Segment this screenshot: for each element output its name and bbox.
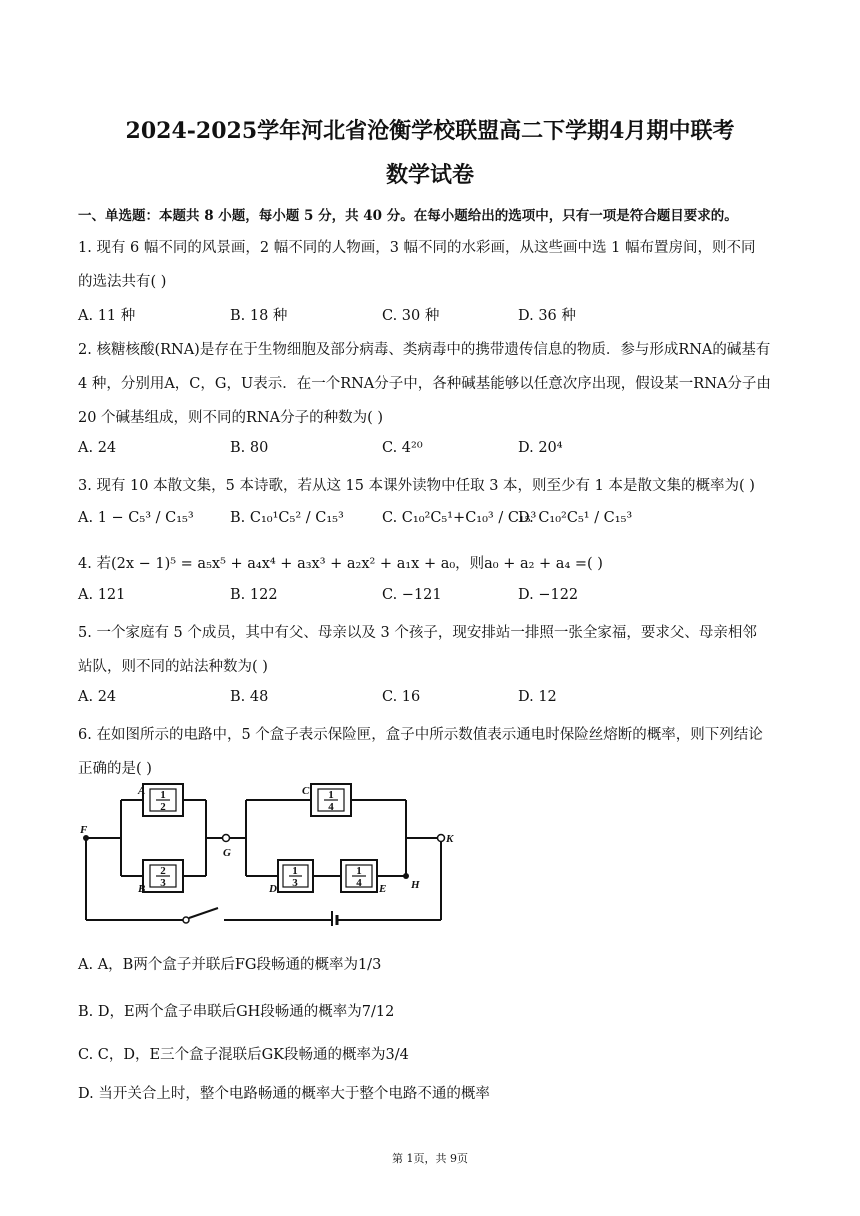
label-d: D xyxy=(269,883,277,895)
q5-line1: 5. 一个家庭有 5 个成员，其中有父、母亲以及 3 个孩子，现安排站一排照一张全家福，要求父、母亲相邻 xyxy=(78,625,757,641)
q2-line3: 20 个碱基组成，则不同的RNA分子的种数为( ) xyxy=(78,410,384,426)
box-d-numerator: 1 xyxy=(292,865,298,877)
label-k: K xyxy=(446,833,454,845)
q2-option-d: D. 20⁴ xyxy=(518,440,563,456)
q1-option-d: D. 36 种 xyxy=(518,308,576,324)
q4-option-d: D. −122 xyxy=(518,587,579,603)
label-g: G xyxy=(223,847,231,859)
q1-option-a: A. 11 种 xyxy=(78,308,136,324)
q6-option-a: A. A，B两个盒子并联后FG段畅通的概率为1/3 xyxy=(78,957,382,973)
label-f: F xyxy=(80,824,88,836)
q3-option-b: B. C₁₀¹C₅² / C₁₅³ xyxy=(230,510,344,526)
q3-option-d: D. C₁₀²C₅¹ / C₁₅³ xyxy=(518,510,633,526)
label-h: H xyxy=(411,879,420,891)
q2-line1: 2. 核糖核酸(RNA)是存在于生物细胞及部分病毒、类病毒中的携带遗传信息的物质．参与形成RNA的碱基有 xyxy=(78,342,771,358)
q3-line1: 3. 现有 10 本散文集，5 本诗歌，若从这 15 本课外读物中任取 3 本，则至少有 1 本是散文集的概率为( ) xyxy=(78,478,755,494)
exam-title: 2024-2025学年河北省沧衡学校联盟高二下学期4月期中联考 xyxy=(125,118,735,144)
q1-line2: 的选法共有( ) xyxy=(78,274,167,290)
box-c-denominator: 4 xyxy=(328,801,334,813)
q5-option-d: D. 12 xyxy=(518,689,557,705)
q5-option-a: A. 24 xyxy=(78,689,117,705)
box-e-denominator: 4 xyxy=(356,877,362,889)
box-b-denominator: 3 xyxy=(160,877,166,889)
label-b: B xyxy=(138,883,146,895)
q4-line1: 4. 若(2x − 1)⁵ = a₅x⁵ + a₄x⁴ + a₃x³ + a₂x² + a₁x + a₀，则a₀ + a₂ + a₄ =( ) xyxy=(78,556,603,572)
q3-option-c: C. C₁₀²C₅¹+C₁₀³ / C₁₅³ xyxy=(382,510,537,526)
q6-option-d: D. 当开关合上时，整个电路畅通的概率大于整个电路不通的概率 xyxy=(78,1086,490,1102)
box-d-denominator: 3 xyxy=(292,877,298,889)
label-a: A xyxy=(138,785,146,797)
q5-option-b: B. 48 xyxy=(230,689,269,705)
q6-option-b: B. D，E两个盒子串联后GH段畅通的概率为7/12 xyxy=(78,1004,395,1020)
q6-option-c: C. C，D，E三个盒子混联后GK段畅通的概率为3/4 xyxy=(78,1047,409,1063)
q6-line1: 6. 在如图所示的电路中，5 个盒子表示保险匣，盒子中所示数值表示通电时保险丝熔断的概率，则下列结论 xyxy=(78,727,763,743)
q4-option-b: B. 122 xyxy=(230,587,278,603)
q2-line2: 4 种，分别用A，C，G，U表示．在一个RNA分子中，各种碱基能够以任意次序出现，假设某一RNA分子由 xyxy=(78,376,771,392)
q2-option-b: B. 80 xyxy=(230,440,269,456)
q3-option-a: A. 1 − C₅³ / C₁₅³ xyxy=(78,510,194,526)
box-a-denominator: 2 xyxy=(160,801,166,813)
q1-option-b: B. 18 种 xyxy=(230,308,288,324)
q6-line2: 正确的是( ) xyxy=(78,761,152,777)
page-footer: 第 1页，共 9页 xyxy=(392,1152,468,1165)
q2-option-c: C. 4²⁰ xyxy=(382,440,423,456)
section-heading: 一、单选题：本题共 8 小题，每小题 5 分，共 40 分。在每小题给出的选项中，只有一项是符合题目要求的。 xyxy=(78,208,738,224)
box-c-numerator: 1 xyxy=(328,789,334,801)
q1-option-c: C. 30 种 xyxy=(382,308,440,324)
exam-subtitle: 数学试卷 xyxy=(385,162,474,188)
box-b-numerator: 2 xyxy=(160,865,166,877)
q4-option-a: A. 121 xyxy=(78,587,126,603)
q5-line2: 站队，则不同的站法种数为( ) xyxy=(78,659,268,675)
label-c: C xyxy=(302,785,310,797)
circuit-diagram xyxy=(76,780,456,926)
q1-line1: 1. 现有 6 幅不同的风景画，2 幅不同的人物画，3 幅不同的水彩画，从这些画中选 1 幅布置房间，则不同 xyxy=(78,240,756,256)
box-e-numerator: 1 xyxy=(356,865,362,877)
q4-option-c: C. −121 xyxy=(382,587,442,603)
q5-option-c: C. 16 xyxy=(382,689,421,705)
q2-option-a: A. 24 xyxy=(78,440,117,456)
label-e: E xyxy=(379,883,387,895)
box-a-numerator: 1 xyxy=(160,789,166,801)
